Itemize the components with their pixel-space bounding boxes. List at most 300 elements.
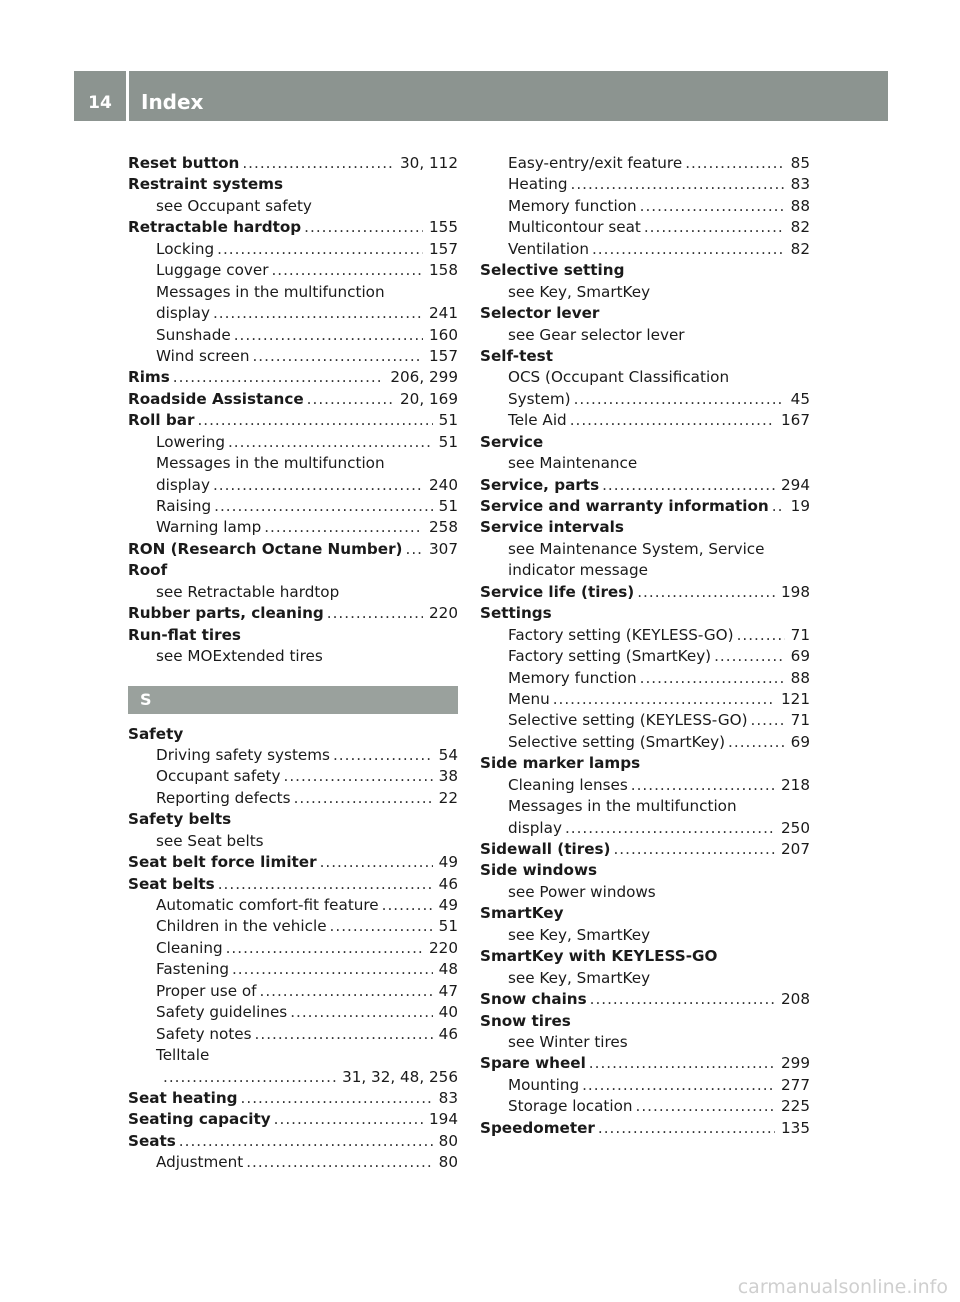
entry-term: Selector lever: [480, 304, 600, 323]
entry-term: Automatic comfort-fit feature: [156, 896, 379, 914]
index-entry: [128, 174, 458, 195]
entry-page-ref[interactable]: 69: [790, 732, 810, 751]
index-subentry: [480, 217, 810, 238]
entry-term: see MOExtended tires: [156, 647, 323, 666]
dot-leader: [232, 959, 433, 980]
entry-term: see Maintenance System, Service: [508, 539, 765, 558]
entry-page-ref[interactable]: 30, 112: [400, 154, 458, 172]
index-entry: [480, 432, 810, 453]
index-subentry: [480, 1096, 810, 1117]
entry-term: OCS (Occupant Classification: [508, 368, 730, 387]
entry-page-ref[interactable]: 294: [781, 475, 810, 494]
dot-leader: [213, 303, 423, 324]
index-subentry: [480, 775, 810, 796]
entry-term: see Occupant safety: [156, 196, 312, 215]
index-subentry: [480, 239, 810, 260]
entry-term: Heating: [508, 175, 568, 194]
index-column-right: [480, 153, 810, 1139]
entry-page-ref[interactable]: 40: [438, 1003, 458, 1022]
entry-page-ref[interactable]: 54: [438, 745, 458, 764]
dot-leader: [598, 1118, 775, 1139]
entry-term: Roadside Assistance: [128, 389, 304, 408]
index-subentry: [128, 916, 458, 937]
entry-page-ref[interactable]: 71: [790, 711, 810, 730]
entry-term: Menu: [508, 689, 550, 708]
dot-leader: [290, 1002, 432, 1023]
page-header: [74, 71, 888, 121]
dot-leader: [284, 766, 433, 787]
entry-page-ref[interactable]: 167: [781, 411, 810, 430]
dot-leader: [582, 1075, 775, 1096]
entry-term: Spare wheel: [480, 1054, 586, 1073]
entry-page-ref[interactable]: 206, 299: [390, 368, 458, 387]
index-entry: [128, 410, 458, 431]
entry-term: Selective setting (SmartKey): [508, 732, 726, 751]
index-subentry: [128, 938, 458, 959]
page-title: Index: [141, 90, 204, 114]
entry-term: Roof: [128, 561, 168, 580]
entry-term: Sidewall (tires): [480, 840, 611, 858]
dot-leader: [714, 646, 785, 667]
index-entry: [480, 1053, 810, 1074]
index-subentry: [480, 732, 810, 753]
index-subentry: [480, 410, 810, 431]
entry-term: SmartKey: [480, 904, 564, 923]
entry-term: Reset button: [128, 154, 240, 172]
entry-term: see Gear selector lever: [508, 325, 685, 344]
entry-term: Driving safety systems: [156, 745, 330, 764]
index-entry: [128, 153, 458, 174]
dot-leader: [574, 389, 785, 410]
dot-leader: [255, 1024, 433, 1045]
entry-term: display: [508, 818, 562, 837]
dot-leader: [382, 895, 433, 916]
entry-term: Safety belts: [128, 810, 232, 829]
entry-term: Lowering: [156, 432, 225, 451]
entry-term: Multicontour seat: [508, 218, 641, 237]
entry-page-ref[interactable]: 250: [781, 818, 810, 837]
dot-leader: [602, 475, 775, 496]
index-subentry: [128, 831, 458, 852]
entry-term: Messages in the multifunction: [508, 797, 737, 816]
index-subentry: [480, 818, 810, 839]
index-entry: [480, 1011, 810, 1032]
entry-term: Children in the vehicle: [156, 917, 327, 936]
dot-leader: [570, 410, 775, 431]
dot-leader: [173, 367, 385, 388]
entry-term: Roll bar: [128, 411, 195, 430]
entry-term: see Winter tires: [508, 1032, 628, 1051]
index-entry: [480, 753, 810, 774]
entry-term: Storage location: [508, 1097, 633, 1116]
entry-term: Tele Aid: [508, 411, 567, 430]
entry-term: Telltale: [156, 1046, 210, 1065]
dot-leader: [234, 325, 423, 346]
entry-page-ref[interactable]: 51: [438, 917, 458, 936]
dot-leader: [260, 981, 433, 1002]
index-subentry: [480, 1075, 810, 1096]
entry-term: Settings: [480, 604, 552, 623]
dot-leader: [271, 260, 423, 281]
entry-page-ref[interactable]: 51: [438, 432, 458, 451]
index-subentry: [480, 710, 810, 731]
entry-page-ref[interactable]: 80: [438, 1153, 458, 1172]
dot-leader: [252, 346, 423, 367]
entry-term: Restraint systems: [128, 175, 284, 194]
dot-leader: [751, 710, 785, 731]
index-entry: [128, 560, 458, 581]
entry-term: Ventilation: [508, 239, 589, 258]
index-entry: [128, 1109, 458, 1130]
dot-leader: [163, 1067, 336, 1088]
entry-term: Memory function: [508, 668, 637, 687]
index-entry: [128, 539, 458, 560]
entry-term: Snow tires: [480, 1011, 571, 1030]
dot-leader: [274, 1109, 423, 1130]
entry-term: Raising: [156, 497, 212, 515]
entry-term: Occupant safety: [156, 767, 281, 786]
entry-page-ref[interactable]: 22: [438, 788, 458, 807]
entry-page-ref[interactable]: 218: [781, 775, 810, 794]
index-subentry: [128, 453, 458, 474]
index-subentry: [128, 745, 458, 766]
entry-term: System): [508, 389, 571, 408]
index-subentry: [128, 646, 458, 667]
index-entry: [480, 582, 810, 603]
dot-leader: [644, 217, 785, 238]
index-entry: [480, 603, 810, 624]
entry-page-ref[interactable]: 157: [429, 239, 458, 258]
entry-page-ref[interactable]: 158: [429, 261, 458, 280]
index-entry: [128, 389, 458, 410]
entry-page-ref[interactable]: 83: [790, 175, 810, 194]
entry-term: Seat belt force limiter: [128, 853, 317, 872]
entry-term: Memory function: [508, 196, 637, 215]
index-entry: [480, 903, 810, 924]
entry-term: Self-test: [480, 346, 553, 365]
entry-term: Service and warranty information: [480, 497, 769, 515]
dot-leader: [218, 874, 433, 895]
entry-page-ref[interactable]: 48: [438, 960, 458, 979]
entry-term: Safety notes: [156, 1024, 252, 1043]
index-entry: [480, 839, 810, 860]
index-subentry: [128, 1002, 458, 1023]
index-entry: [480, 303, 810, 324]
entry-page-ref[interactable]: 51: [438, 497, 458, 515]
entry-page-ref[interactable]: 241: [429, 304, 458, 323]
dot-leader: [685, 153, 784, 174]
dot-leader: [637, 582, 775, 603]
entry-term: Service life (tires): [480, 582, 635, 601]
index-subentry: [128, 981, 458, 1002]
entry-term: see Key, SmartKey: [508, 925, 651, 944]
dot-leader: [213, 475, 423, 496]
entry-term: SmartKey with KEYLESS-GO: [480, 947, 718, 966]
entry-term: Side windows: [480, 861, 598, 880]
index-entry: [480, 346, 810, 367]
entry-term: see Power windows: [508, 882, 656, 901]
entry-term: Fastening: [156, 960, 229, 979]
index-subentry: [128, 1152, 458, 1173]
index-subentry: [480, 560, 810, 581]
index-subentry: [480, 389, 810, 410]
entry-term: Rubber parts, cleaning: [128, 604, 324, 623]
entry-page-ref[interactable]: 20, 169: [400, 389, 458, 408]
entry-page-ref[interactable]: 19: [790, 497, 810, 515]
entry-term: Safety guidelines: [156, 1003, 288, 1022]
dot-leader: [217, 239, 423, 260]
entry-term: Seat heating: [128, 1088, 238, 1107]
dot-leader: [226, 938, 423, 959]
entry-page-ref[interactable]: 121: [781, 689, 810, 708]
entry-term: indicator message: [508, 561, 648, 580]
entry-term: Service: [480, 432, 544, 451]
index-subentry: [128, 196, 458, 217]
entry-term: Service intervals: [480, 518, 624, 537]
entry-term: Retractable hardtop: [128, 218, 302, 237]
index-entry: [128, 852, 458, 873]
index-subentry: [480, 153, 810, 174]
index-subentry: [128, 432, 458, 453]
entry-term: Easy-entry/exit feature: [508, 154, 683, 172]
dot-leader: [333, 745, 433, 766]
index-subentry: [480, 174, 810, 195]
dot-leader: [631, 775, 775, 796]
entry-term: Snow chains: [480, 990, 587, 1009]
entry-term: see Key, SmartKey: [508, 282, 651, 301]
dot-leader: [613, 839, 775, 860]
index-subentry: [128, 346, 458, 367]
dot-leader: [590, 989, 775, 1010]
entry-page-ref[interactable]: 49: [438, 896, 458, 914]
entry-page-ref[interactable]: 46: [438, 874, 458, 893]
entry-term: Adjustment: [156, 1153, 244, 1172]
index-subentry: [128, 582, 458, 603]
page-number: 14: [88, 93, 112, 113]
dot-leader: [228, 432, 433, 453]
index-subentry: [128, 895, 458, 916]
entry-page-ref[interactable]: 51: [438, 411, 458, 430]
entry-term: see Key, SmartKey: [508, 968, 651, 987]
entry-term: Seat belts: [128, 874, 215, 893]
entry-page-ref[interactable]: 307: [429, 539, 458, 558]
index-subentry: [480, 325, 810, 346]
entry-page-ref[interactable]: 49: [438, 853, 458, 872]
index-column-left: [128, 153, 458, 1174]
index-subentry: [128, 788, 458, 809]
entry-page-ref[interactable]: 225: [781, 1097, 810, 1116]
dot-leader: [179, 1131, 433, 1152]
index-subentry: [128, 496, 458, 517]
index-subentry: [480, 689, 810, 710]
index-subentry: [128, 1045, 458, 1066]
entry-term: Cleaning: [156, 938, 223, 957]
index-subentry: [128, 959, 458, 980]
entry-page-ref[interactable]: 277: [781, 1075, 810, 1094]
entry-term: Cleaning lenses: [508, 775, 628, 794]
dot-leader: [304, 217, 423, 238]
index-subentry: [128, 260, 458, 281]
index-subentry: [480, 968, 810, 989]
entry-term: Mounting: [508, 1075, 580, 1094]
entry-page-ref[interactable]: 47: [438, 981, 458, 1000]
entry-term: Safety: [128, 724, 184, 743]
dot-leader: [571, 174, 785, 195]
dot-leader: [330, 916, 433, 937]
dot-leader: [327, 603, 423, 624]
dot-leader: [565, 818, 775, 839]
dot-leader: [307, 389, 394, 410]
dot-leader: [553, 689, 775, 710]
index-subentry: [128, 1024, 458, 1045]
dot-leader: [772, 496, 785, 517]
entry-term: RON (Research Octane Number): [128, 539, 403, 558]
entry-term: display: [156, 304, 210, 323]
entry-page-ref[interactable]: 160: [429, 325, 458, 344]
entry-term: see Retractable hardtop: [156, 582, 340, 601]
entry-page-ref[interactable]: 194: [429, 1110, 458, 1129]
entry-term: Locking: [156, 239, 215, 258]
index-subentry: [128, 1067, 458, 1088]
entry-term: Messages in the multifunction: [156, 454, 385, 473]
index-subentry: [480, 196, 810, 217]
index-entry: [128, 874, 458, 895]
entry-page-ref[interactable]: 45: [790, 389, 810, 408]
dot-leader: [589, 1053, 775, 1074]
entry-term: Factory setting (KEYLESS-GO): [508, 625, 734, 644]
entry-page-ref[interactable]: 80: [438, 1131, 458, 1150]
dot-leader: [264, 517, 423, 538]
dot-leader: [640, 196, 785, 217]
index-entry: [480, 860, 810, 881]
entry-page-ref[interactable]: 155: [429, 218, 458, 237]
index-entry: [480, 946, 810, 967]
entry-term: Proper use of: [156, 981, 257, 1000]
entry-term: Selective setting (KEYLESS-GO): [508, 711, 748, 730]
entry-page-ref[interactable]: 88: [790, 668, 810, 687]
index-subentry: [480, 1032, 810, 1053]
dot-leader: [246, 1152, 432, 1173]
dot-leader: [640, 668, 785, 689]
index-subentry: [480, 453, 810, 474]
entry-term: Rims: [128, 368, 170, 387]
entry-term: Luggage cover: [156, 261, 269, 280]
dot-leader: [592, 239, 785, 260]
index-entry: [128, 724, 458, 745]
index-entry: [128, 1131, 458, 1152]
entry-term: Service, parts: [480, 475, 600, 494]
entry-term: Messages in the multifunction: [156, 282, 385, 301]
index-subentry: [480, 646, 810, 667]
index-entry: [128, 217, 458, 238]
watermark: carmanualsonline.info: [737, 1276, 948, 1298]
dot-leader: [728, 732, 785, 753]
index-subentry: [480, 882, 810, 903]
dot-leader: [320, 852, 433, 873]
index-subentry: [128, 325, 458, 346]
dot-leader: [242, 153, 394, 174]
index-subentry: [480, 925, 810, 946]
entry-page-ref[interactable]: 31, 32, 48, 256: [342, 1067, 458, 1086]
entry-page-ref[interactable]: 85: [790, 154, 810, 172]
entry-page-ref[interactable]: 157: [429, 346, 458, 365]
entry-term: Wind screen: [156, 346, 250, 365]
entry-term: Sunshade: [156, 325, 231, 344]
index-subentry: [480, 539, 810, 560]
index-entry: [480, 496, 810, 517]
entry-page-ref[interactable]: 220: [429, 604, 458, 623]
index-subentry: [480, 367, 810, 388]
dot-leader: [197, 410, 432, 431]
index-subentry: [480, 282, 810, 303]
entry-term: Factory setting (SmartKey): [508, 647, 712, 666]
entry-term: Warning lamp: [156, 518, 262, 537]
index-subentry: [480, 625, 810, 646]
dot-leader: [294, 788, 433, 809]
index-entry: [128, 367, 458, 388]
dot-leader: [737, 625, 785, 646]
entry-page-ref[interactable]: 240: [429, 475, 458, 494]
entry-term: display: [156, 475, 210, 494]
index-subentry: [480, 668, 810, 689]
index-subentry: [128, 303, 458, 324]
entry-page-ref[interactable]: 46: [438, 1024, 458, 1043]
index-entry: [480, 475, 810, 496]
index-entry: [128, 809, 458, 830]
entry-page-ref[interactable]: 69: [790, 647, 810, 666]
entry-page-ref[interactable]: 71: [790, 625, 810, 644]
entry-term: Selective setting: [480, 261, 625, 280]
entry-page-ref[interactable]: 207: [781, 840, 810, 858]
entry-page-ref[interactable]: 83: [438, 1088, 458, 1107]
dot-leader: [214, 496, 433, 517]
entry-page-ref[interactable]: 258: [429, 518, 458, 537]
entry-term: Run-flat tires: [128, 625, 241, 644]
dot-leader: [241, 1088, 433, 1109]
index-subentry: [480, 796, 810, 817]
entry-page-ref[interactable]: 88: [790, 196, 810, 215]
section-header: S: [128, 686, 458, 714]
entry-page-ref[interactable]: 220: [429, 938, 458, 957]
dot-leader: [406, 539, 424, 560]
entry-page-ref[interactable]: 82: [790, 239, 810, 258]
entry-term: Side marker lamps: [480, 754, 641, 773]
entry-page-ref[interactable]: 38: [438, 767, 458, 786]
index-subentry: [128, 766, 458, 787]
entry-page-ref[interactable]: 135: [781, 1118, 810, 1137]
entry-term: Seating capacity: [128, 1110, 271, 1129]
entry-term: Seats: [128, 1131, 176, 1150]
entry-page-ref[interactable]: 208: [781, 990, 810, 1009]
entry-page-ref[interactable]: 82: [790, 218, 810, 237]
index-entry: [480, 1118, 810, 1139]
entry-page-ref[interactable]: 299: [781, 1054, 810, 1073]
index-entry: [480, 260, 810, 281]
index-subentry: [128, 475, 458, 496]
entry-term: see Maintenance: [508, 454, 638, 473]
index-subentry: [128, 517, 458, 538]
index-subentry: [128, 282, 458, 303]
dot-leader: [636, 1096, 775, 1117]
entry-term: see Seat belts: [156, 831, 264, 850]
entry-term: Speedometer: [480, 1118, 595, 1137]
index-subentry: [128, 239, 458, 260]
entry-term: Reporting defects: [156, 788, 291, 807]
index-entry: [128, 603, 458, 624]
entry-page-ref[interactable]: 198: [781, 582, 810, 601]
index-entry: [480, 517, 810, 538]
index-entry: [480, 989, 810, 1010]
